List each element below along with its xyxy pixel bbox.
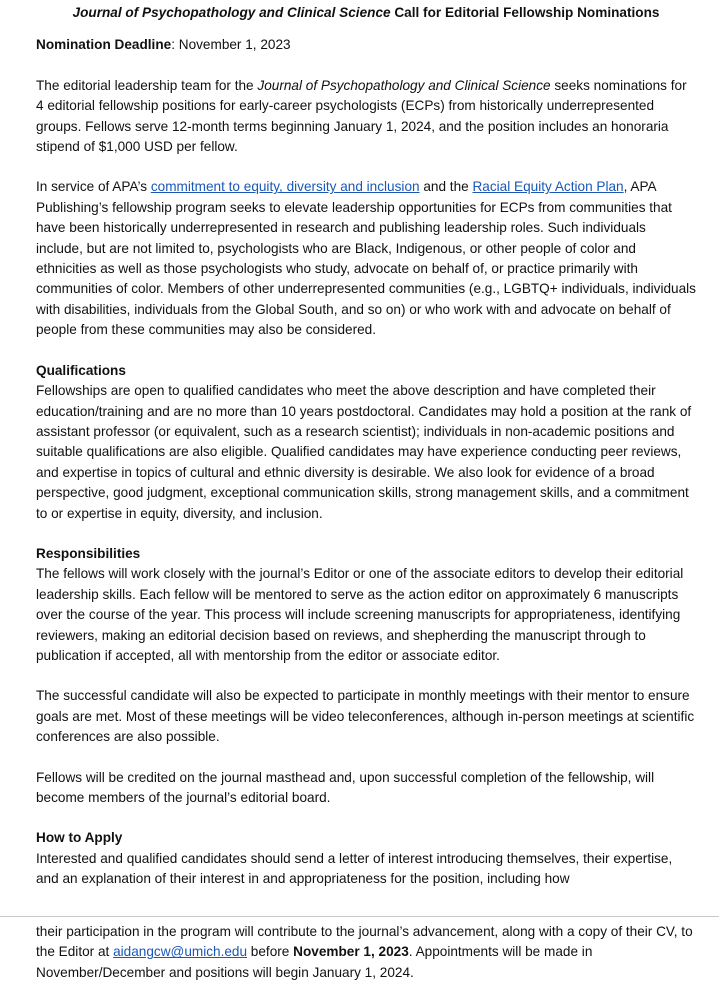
responsibilities-paragraph-1: The fellows will work closely with the journal’s Editor or one of the associate editors to develop their editorial leadership skills. Each fellow will be mentored to serve as the action editor on approximately 6 manuscripts over the course of the year. This process will include screening manuscripts for appropriateness, identifying reviewers, making an editorial decision based on reviews, and shepherding the manuscript through to publication if accepted, all with mentorship from the editor or associate editor.: [36, 566, 684, 663]
edi-commitment-link[interactable]: commitment to equity, diversity and inclusion: [150, 179, 420, 195]
title-journal-name: Journal of Psychopathology and Clinical Science: [72, 5, 391, 20]
page-break-divider: [0, 916, 719, 917]
intro-text-b: seeks nominations for 4 editorial fellowship positions for early-career psychologists (ECPs) from historically underrepresented groups. Fellows serve 12-month terms beginning January 1, 2024, and the position includes an honoraria stipend of $1,000 USD per fellow.: [36, 77, 687, 155]
qualifications-body: Fellowships are open to qualified candidates who meet the above description and have completed their education/training and are no more than 10 years postdoctoral. Candidates may hold a position at the rank of assistant professor (or equivalent, such as a research scientist); individuals in non-academic positions and suitable qualifications are also eligible. Qualified candidates may have experience conducting peer reviews, and expertise in topics of cultural and ethnic diversity is desirable. We also look for evidence of a broad perspective, good judgment, exceptional communication skills, strong management skills, and a commitment to or expertise in equity, diversity, and inclusion.: [36, 383, 692, 521]
responsibilities-heading: Responsibilities: [36, 545, 141, 561]
apply-cont-a: their participation in the program will contribute to the journal’s advancement, along with a copy of their CV, to the Editor at: [36, 924, 693, 960]
how-to-apply-heading: How to Apply: [36, 830, 123, 846]
continuation-section: [36, 922, 696, 983]
deadline-label: Nomination Deadline: [36, 37, 172, 53]
service-text-c: , APA Publishing’s fellowship program seeks to elevate leadership opportunities for ECPs from communities that have been historically underrepresented in research and publishing leadership roles. Such individuals include, but are not limited to, psychologists who are Black, Indigenous, or other people of color and ethnicities as well as those psychologists who study, advocate on behalf of, or practice primarily with communities of color. Members of other underrepresented communities (e.g., LGBTQ+ individuals, individuals with disabilities, individuals from the Global South, and so on) or who work with and advocate on behalf of people from these communities may also be considered.: [36, 179, 696, 338]
document-page: [36, 3, 696, 890]
how-to-apply-continuation: [36, 922, 696, 983]
nomination-deadline: [36, 35, 696, 55]
document-title: [36, 3, 696, 23]
service-paragraph: [36, 177, 696, 340]
responsibilities-paragraph-2: The successful candidate will also be expected to participate in monthly meetings with their mentor to ensure goals are met. Most of these meetings will be video teleconferences, although in-person meetings at scientific conferences are also possible.: [36, 688, 695, 745]
intro-paragraph: [36, 76, 696, 158]
responsibilities-paragraph-3: Fellows will be credited on the journal masthead and, upon successful completion of the fellowship, will become members of the journal’s editorial board.: [36, 769, 655, 805]
deadline-value: : November 1, 2023: [171, 37, 291, 53]
apply-cont-b: before: [247, 944, 294, 960]
intro-text-a: The editorial leadership team for the: [36, 77, 258, 93]
apply-cont-c: . Appointments will be made in November/December and positions will begin January 1, 2024.: [36, 944, 593, 980]
service-text-b: and the: [419, 179, 473, 195]
title-rest: Call for Editorial Fellowship Nominations: [390, 5, 660, 20]
service-text-a: In service of APA’s: [36, 179, 151, 195]
editor-email-link[interactable]: aidangcw@umich.edu: [113, 944, 248, 960]
how-to-apply-body: Interested and qualified candidates should send a letter of interest introducing themselves, their expertise, and an explanation of their interest in and appropriateness for the position, including how: [36, 850, 673, 887]
apply-deadline-bold: November 1, 2023: [293, 944, 409, 960]
intro-journal-name: Journal of Psychopathology and Clinical Science: [257, 77, 551, 93]
qualifications-heading: Qualifications: [36, 362, 126, 378]
racial-equity-plan-link[interactable]: Racial Equity Action Plan: [472, 179, 624, 195]
